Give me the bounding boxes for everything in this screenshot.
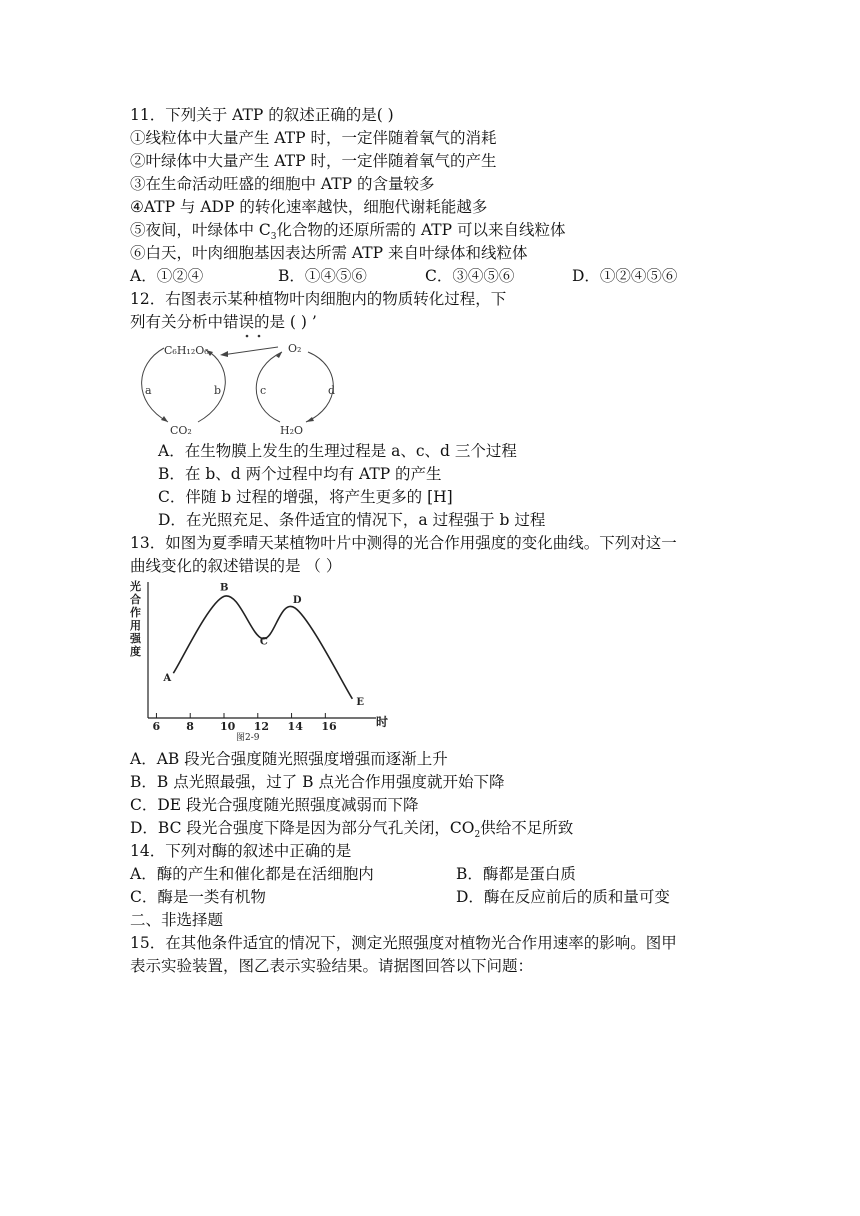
q14-options-row-2 (130, 886, 740, 909)
exam-page (130, 104, 740, 978)
q11-item-5 (130, 219, 740, 242)
q14-option-a[interactable]: A．酶的产生和催化都是在活细胞内 (130, 865, 374, 883)
q13-chart (130, 578, 740, 746)
cycle-diagram (130, 334, 370, 438)
q12-option-c[interactable]: C．伴随 b 过程的增强，将产生更多的 [H] (158, 488, 453, 506)
q12-stem-2: 列有关分析中错误的是 ( ) ’ (130, 313, 317, 331)
cycle-left-arc-b (198, 350, 225, 422)
x-tick-label: 12 (253, 720, 270, 733)
label-co2: CO₂ (170, 424, 192, 437)
x-tick-label: 16 (321, 720, 337, 733)
q13-option-a[interactable]: A．AB 段光合强度随光照强度增强而逐渐上升 (130, 750, 448, 768)
x-tick-label: 6 (152, 720, 161, 733)
label-o2: O₂ (288, 342, 302, 355)
section-heading: 二、非选择题 (130, 911, 224, 929)
q15-line-1: 15．在其他条件适宜的情况下，测定光照强度对植物光合作用速率的影响。图甲 (130, 934, 677, 952)
q11-option-d[interactable]: D．①②④⑤⑥ (572, 267, 678, 285)
point-label-D: D (292, 594, 302, 606)
q13-option-d[interactable] (130, 817, 740, 840)
q13-option-d-pre: D．BC 段光合强度下降是因为部分气孔关闭，CO (130, 819, 475, 837)
q12-diagram (130, 334, 740, 438)
point-label-A: A (163, 673, 172, 685)
q14-option-b[interactable]: B．酶都是蛋白质 (456, 865, 576, 883)
q11-item-4: ④ATP 与 ADP 的转化速率越快，细胞代谢耗能越多 (130, 198, 488, 216)
x-tick-label: 8 (186, 720, 194, 733)
q11-item-1: ①线粒体中大量产生 ATP 时，一定伴随着氧气的消耗 (130, 129, 497, 147)
label-b: b (214, 384, 222, 397)
q13-option-d-sub: 2 (474, 830, 481, 841)
point-label-C: C (259, 636, 268, 648)
q14-stem: 14．下列对酶的叙述中正确的是 (130, 842, 352, 860)
q13-stem-1: 13．如图为夏季晴天某植物叶片中测得的光合作用强度的变化曲线。下列对这一 (130, 534, 677, 552)
q11-item-5-pre: ⑤夜间，叶绿体中 C (130, 221, 271, 239)
q12-option-b[interactable]: B．在 b、d 两个过程中均有 ATP 的产生 (158, 465, 442, 483)
q14-option-d[interactable]: D．酶在反应前后的质和量可变 (456, 888, 670, 906)
q12-option-a[interactable]: A．在生物膜上发生的生理过程是 a、c、d 三个过程 (158, 442, 517, 460)
q11-stem: 11．下列关于 ATP 的叙述正确的是( ) (130, 106, 394, 124)
q11-option-a[interactable]: A．①②④ (130, 267, 204, 285)
q11-item-5-post: 化合物的还原所需的 ATP 可以来自线粒体 (276, 221, 566, 239)
label-a: a (145, 384, 152, 397)
label-glucose: C₆H₁₂O₆ (164, 344, 209, 357)
q11-item-6: ⑥白天，叶肉细胞基因表达所需 ATP 来自叶绿体和线粒体 (130, 244, 528, 262)
q13-option-d-post: 供给不足所致 (480, 819, 574, 837)
chart-xlabel: 时 (376, 715, 389, 729)
q11-item-3: ③在生命活动旺盛的细胞中 ATP 的含量较多 (130, 175, 435, 193)
x-tick-label: 10 (220, 720, 236, 733)
chart-ylabel: 光合作用强度 (130, 580, 141, 658)
q11-options (130, 265, 740, 288)
label-c: c (260, 384, 267, 397)
q11-option-c[interactable]: C．③④⑤⑥ (425, 267, 515, 285)
q13-stem-2: 曲线变化的叙述错误的是 （ ） (130, 557, 342, 575)
point-label-B: B (220, 582, 229, 594)
q11-item-2: ②叶绿体中大量产生 ATP 时，一定伴随着氧气的产生 (130, 152, 497, 170)
q12-option-d[interactable]: D．在光照充足、条件适宜的情况下，a 过程强于 b 过程 (158, 511, 546, 529)
point-label-E: E (356, 696, 364, 708)
photosynthesis-chart (130, 578, 400, 746)
q15-line-2: 表示实验装置，图乙表示实验结果。请据图回答以下问题： (130, 957, 534, 975)
q11-item-5-sub: 3 (270, 232, 277, 243)
chart-caption: 图2-9 (236, 733, 260, 743)
label-d: d (328, 384, 336, 397)
q13-option-c[interactable]: C．DE 段光合强度随光照强度减弱而下降 (130, 796, 419, 814)
q11-option-b[interactable]: B．①④⑤⑥ (278, 267, 367, 285)
label-h2o: H₂O (280, 424, 304, 437)
x-tick-label: 14 (287, 720, 303, 733)
q13-option-b[interactable]: B．B 点光照最强，过了 B 点光合作用强度就开始下降 (130, 773, 505, 791)
q14-option-c[interactable]: C．酶是一类有机物 (130, 888, 266, 906)
q12-stem-1: 12．右图表示某种植物叶肉细胞内的物质转化过程，下 (130, 290, 507, 308)
q14-options-row-1 (130, 863, 740, 886)
